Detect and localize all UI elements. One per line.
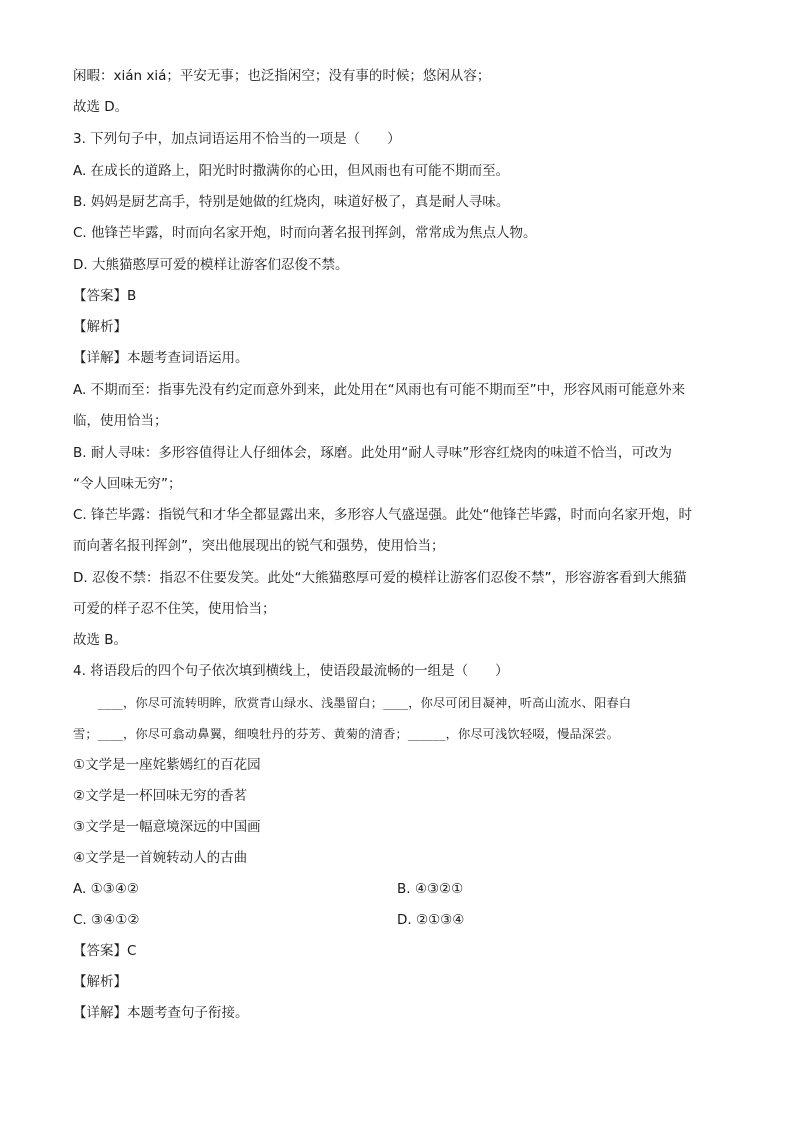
explanation-b-line-2: “令人回味无穷”； — [73, 476, 182, 492]
question-4-detail: 【详解】本题考查句子衔接。 — [73, 1005, 249, 1021]
question-3-option-a: A. 在成长的道路上，阳光时时撒满你的心田，但风雨也有可能不期而至。 — [73, 163, 510, 179]
explanation-d-line-2: 可爱的样子忍不住笑，使用恰当； — [73, 601, 276, 617]
question-4-sentence-3: ③文学是一幅意境深远的中国画 — [73, 819, 261, 835]
question-4-option-d: D. ②①③④ — [397, 912, 465, 928]
question-4-stem: 4. 将语段后的四个句子依次填到横线上，使语段最流畅的一组是（ ） — [73, 663, 509, 679]
explanation-a-line-2: 临，使用恰当； — [73, 413, 168, 429]
explanation-c-line-1: C. 锋芒毕露：指锐气和才华全都显露出来，多形容人气盛逞强。此处“他锋芒毕露，时而向名家开炮，时 — [73, 507, 693, 523]
text-line: 闲暇：xián xiá；平安无事；也泛指闲空；没有事的时候；悠闲从容； — [73, 68, 491, 84]
question-3-answer: 【答案】B — [73, 288, 137, 304]
question-4-analysis-label: 【解析】 — [73, 974, 127, 990]
question-3-detail: 【详解】本题考查词语运用。 — [73, 350, 249, 366]
question-3-option-c: C. 他锋芒毕露，时而向名家开炮，时而向著名报刊挥剑，常常成为焦点人物。 — [73, 225, 537, 241]
question-3-final: 故选 B。 — [73, 632, 128, 648]
question-4-sentence-4: ④文学是一首婉转动人的古曲 — [73, 850, 248, 866]
question-4-option-b: B. ④③②① — [397, 881, 464, 897]
explanation-b-line-1: B. 耐人寻味：多形容值得让人仔细体会，琢磨。此处用“耐人寻味”形容红烧肉的味道不恰当，可改为 — [73, 445, 672, 461]
question-4-answer: 【答案】C — [73, 943, 137, 959]
explanation-d-line-1: D. 忍俊不禁：指忍不住要发笑。此处“大熊猫憨厚可爱的模样让游客们忍俊不禁”，形容游客看到大熊猫 — [73, 570, 687, 586]
question-3-stem: 3. 下列句子中，加点词语运用不恰当的一项是（ ） — [73, 131, 401, 147]
question-3-analysis-label: 【解析】 — [73, 319, 127, 335]
question-4-sentence-1: ①文学是一座姹紫嫣红的百花园 — [73, 757, 261, 773]
question-3-option-b: B. 妈妈是厨艺高手，特别是她做的红烧肉，味道好极了，真是耐人寻味。 — [73, 194, 510, 210]
explanation-c-line-2: 而向著名报刊挥剑”，突出他展现出的锐气和强势，使用恰当； — [73, 538, 445, 554]
text-line: 故选 D。 — [73, 99, 129, 115]
question-4-passage-line-1: ____，你尽可流转明眸，欣赏青山绿水、浅墨留白；____，你尽可闭目凝神，听高山流水、阳春白 — [73, 696, 632, 710]
explanation-a-line-1: A. 不期而至：指事先没有约定而意外到来，此处用在“风雨也有可能不期而至”中，形容风雨可能意外来 — [73, 382, 686, 398]
question-4-passage-line-2: 雪；____，你尽可翕动鼻翼，细嗅牡丹的芬芳、黄菊的清香；______，你尽可浅饮轻啜，慢品深尝。 — [73, 727, 620, 741]
question-4-option-a: A. ①③④② — [73, 881, 139, 897]
question-3-option-d: D. 大熊猫憨厚可爱的模样让游客们忍俊不禁。 — [73, 257, 349, 273]
question-4-sentence-2: ②文学是一杯回味无穷的香茗 — [73, 788, 248, 804]
question-4-option-c: C. ③④①② — [73, 912, 140, 928]
